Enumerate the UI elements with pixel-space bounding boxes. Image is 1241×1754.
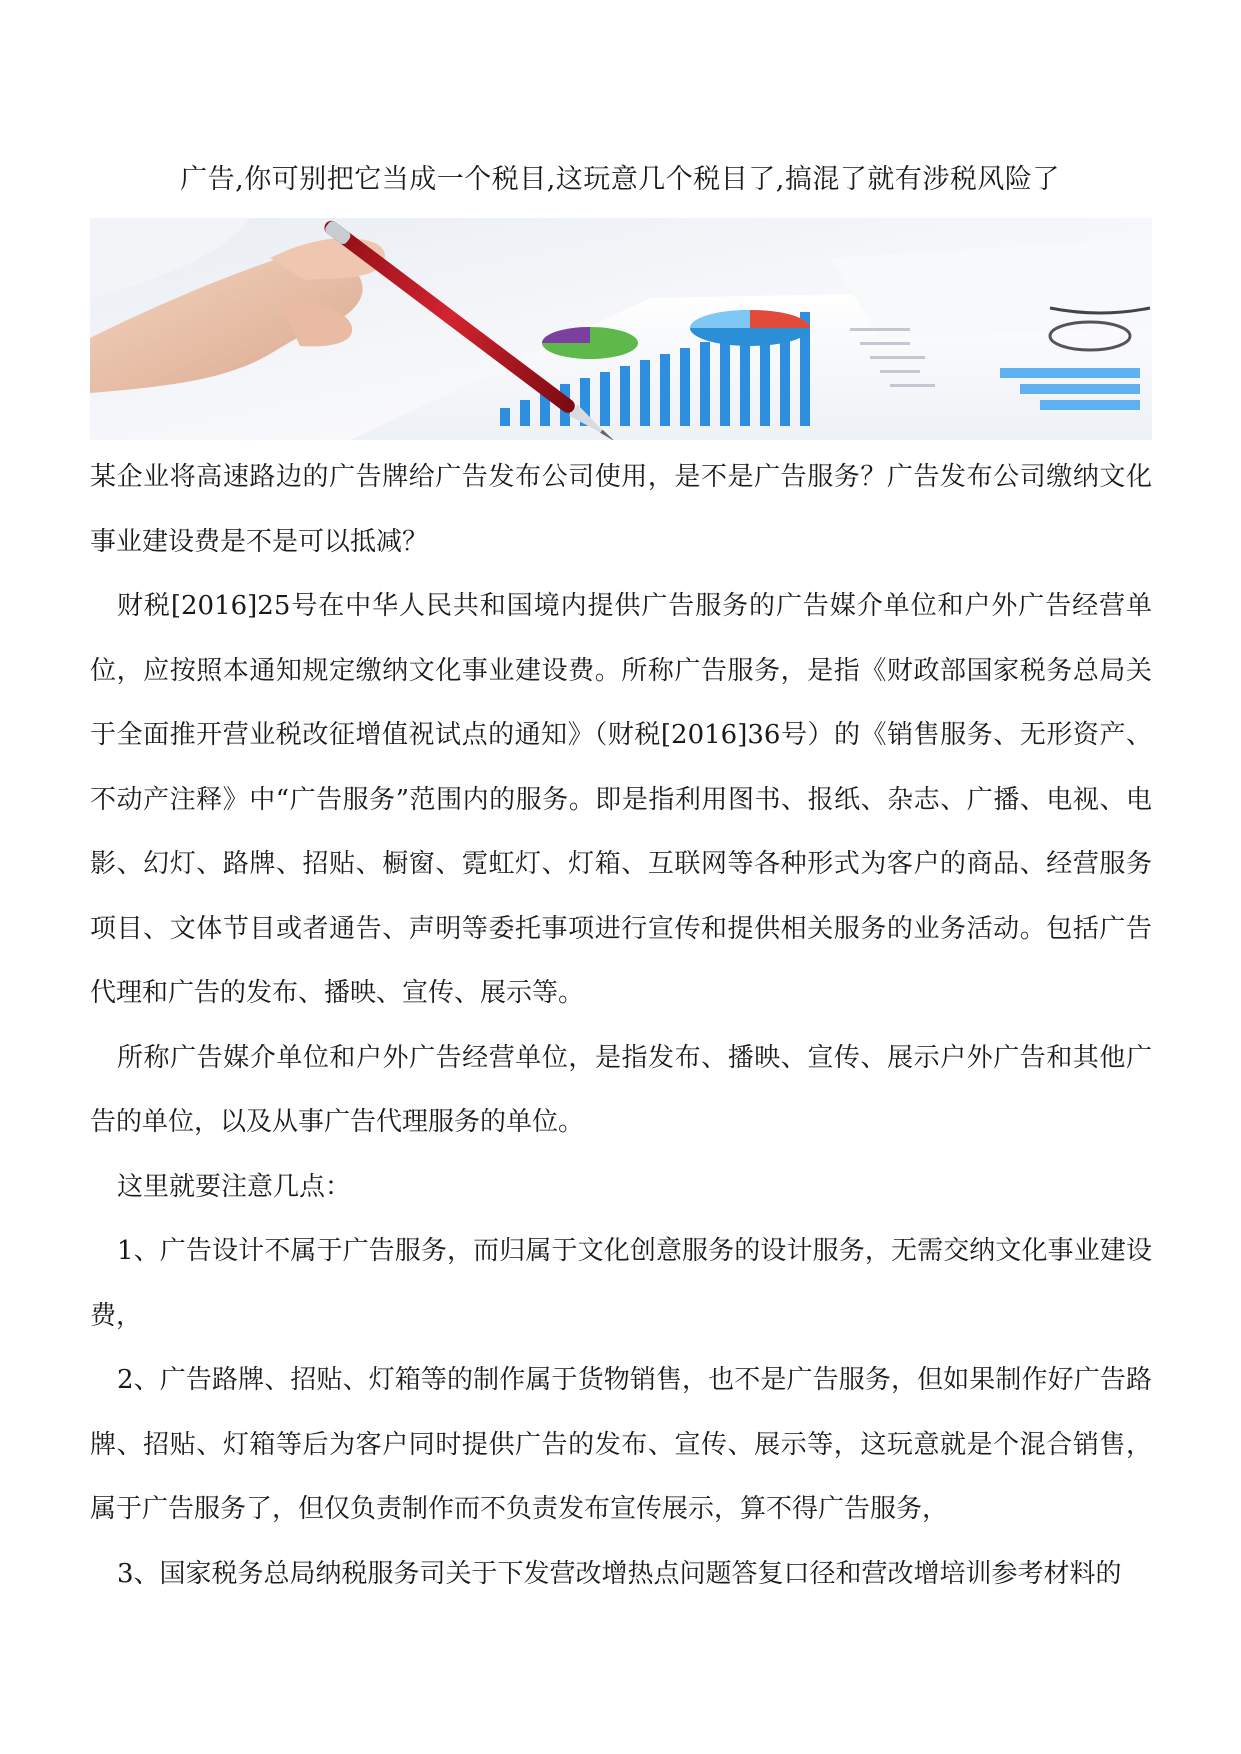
paragraph: 2、广告路牌、招贴、灯箱等的制作属于货物销售，也不是广告服务，但如果制作好广告路牌、招贴、灯箱等后为客户同时提供广告的发布、宣传、展示等，这玩意就是个混合销售，属于广告服务了，但仅负责制作而不负责发布宣传展示，算不得广告服务，	[90, 1365, 1152, 1524]
pen-and-chart-report-photo	[90, 218, 1152, 440]
paragraph: 所称广告媒介单位和户外广告经营单位，是指发布、播映、宣传、展示户外广告和其他广告的单位，以及从事广告代理服务的单位。	[90, 1042, 1152, 1137]
paragraph: 3、国家税务总局纳税服务司关于下发营改增热点问题答复口径和营改增培训参考材料的	[117, 1558, 1122, 1589]
paragraph: 某企业将高速路边的广告牌给广告发布公司使用，是不是广告服务？广告发布公司缴纳文化事业建设费是不是可以抵减？	[90, 462, 1152, 557]
hero-image	[90, 218, 1152, 440]
paragraph: 财税[2016]25号在中华人民共和国境内提供广告服务的广告媒介单位和户外广告经营单位，应按照本通知规定缴纳文化事业建设费。所称广告服务，是指《财政部国家税务总局关于全面推开营业税改征增值祝试点的通知》（财税[2016]36号）的《销售服务、无形资产、不动产注释》中“广告服务”范围内的服务。即是指利用图书、报纸、杂志、广播、电视、电影、幻灯、路牌、招贴、橱窗、霓虹灯、灯箱、互联网等各种形式为客户的商品、经营服务项目、文体节目或者通告、声明等委托事项进行宣传和提供相关服务的业务活动。包括广告代理和广告的发布、播映、宣传、展示等。	[90, 591, 1152, 1008]
document-body	[90, 445, 1152, 1606]
paragraph: 1、广告设计不属于广告服务，而归属于文化创意服务的设计服务，无需交纳文化事业建设费，	[90, 1236, 1152, 1331]
paragraph: 这里就要注意几点：	[117, 1171, 352, 1202]
document-title: 广告,你可别把它当成一个税目,这玩意几个税目了,搞混了就有涉税风险了	[180, 164, 1060, 195]
